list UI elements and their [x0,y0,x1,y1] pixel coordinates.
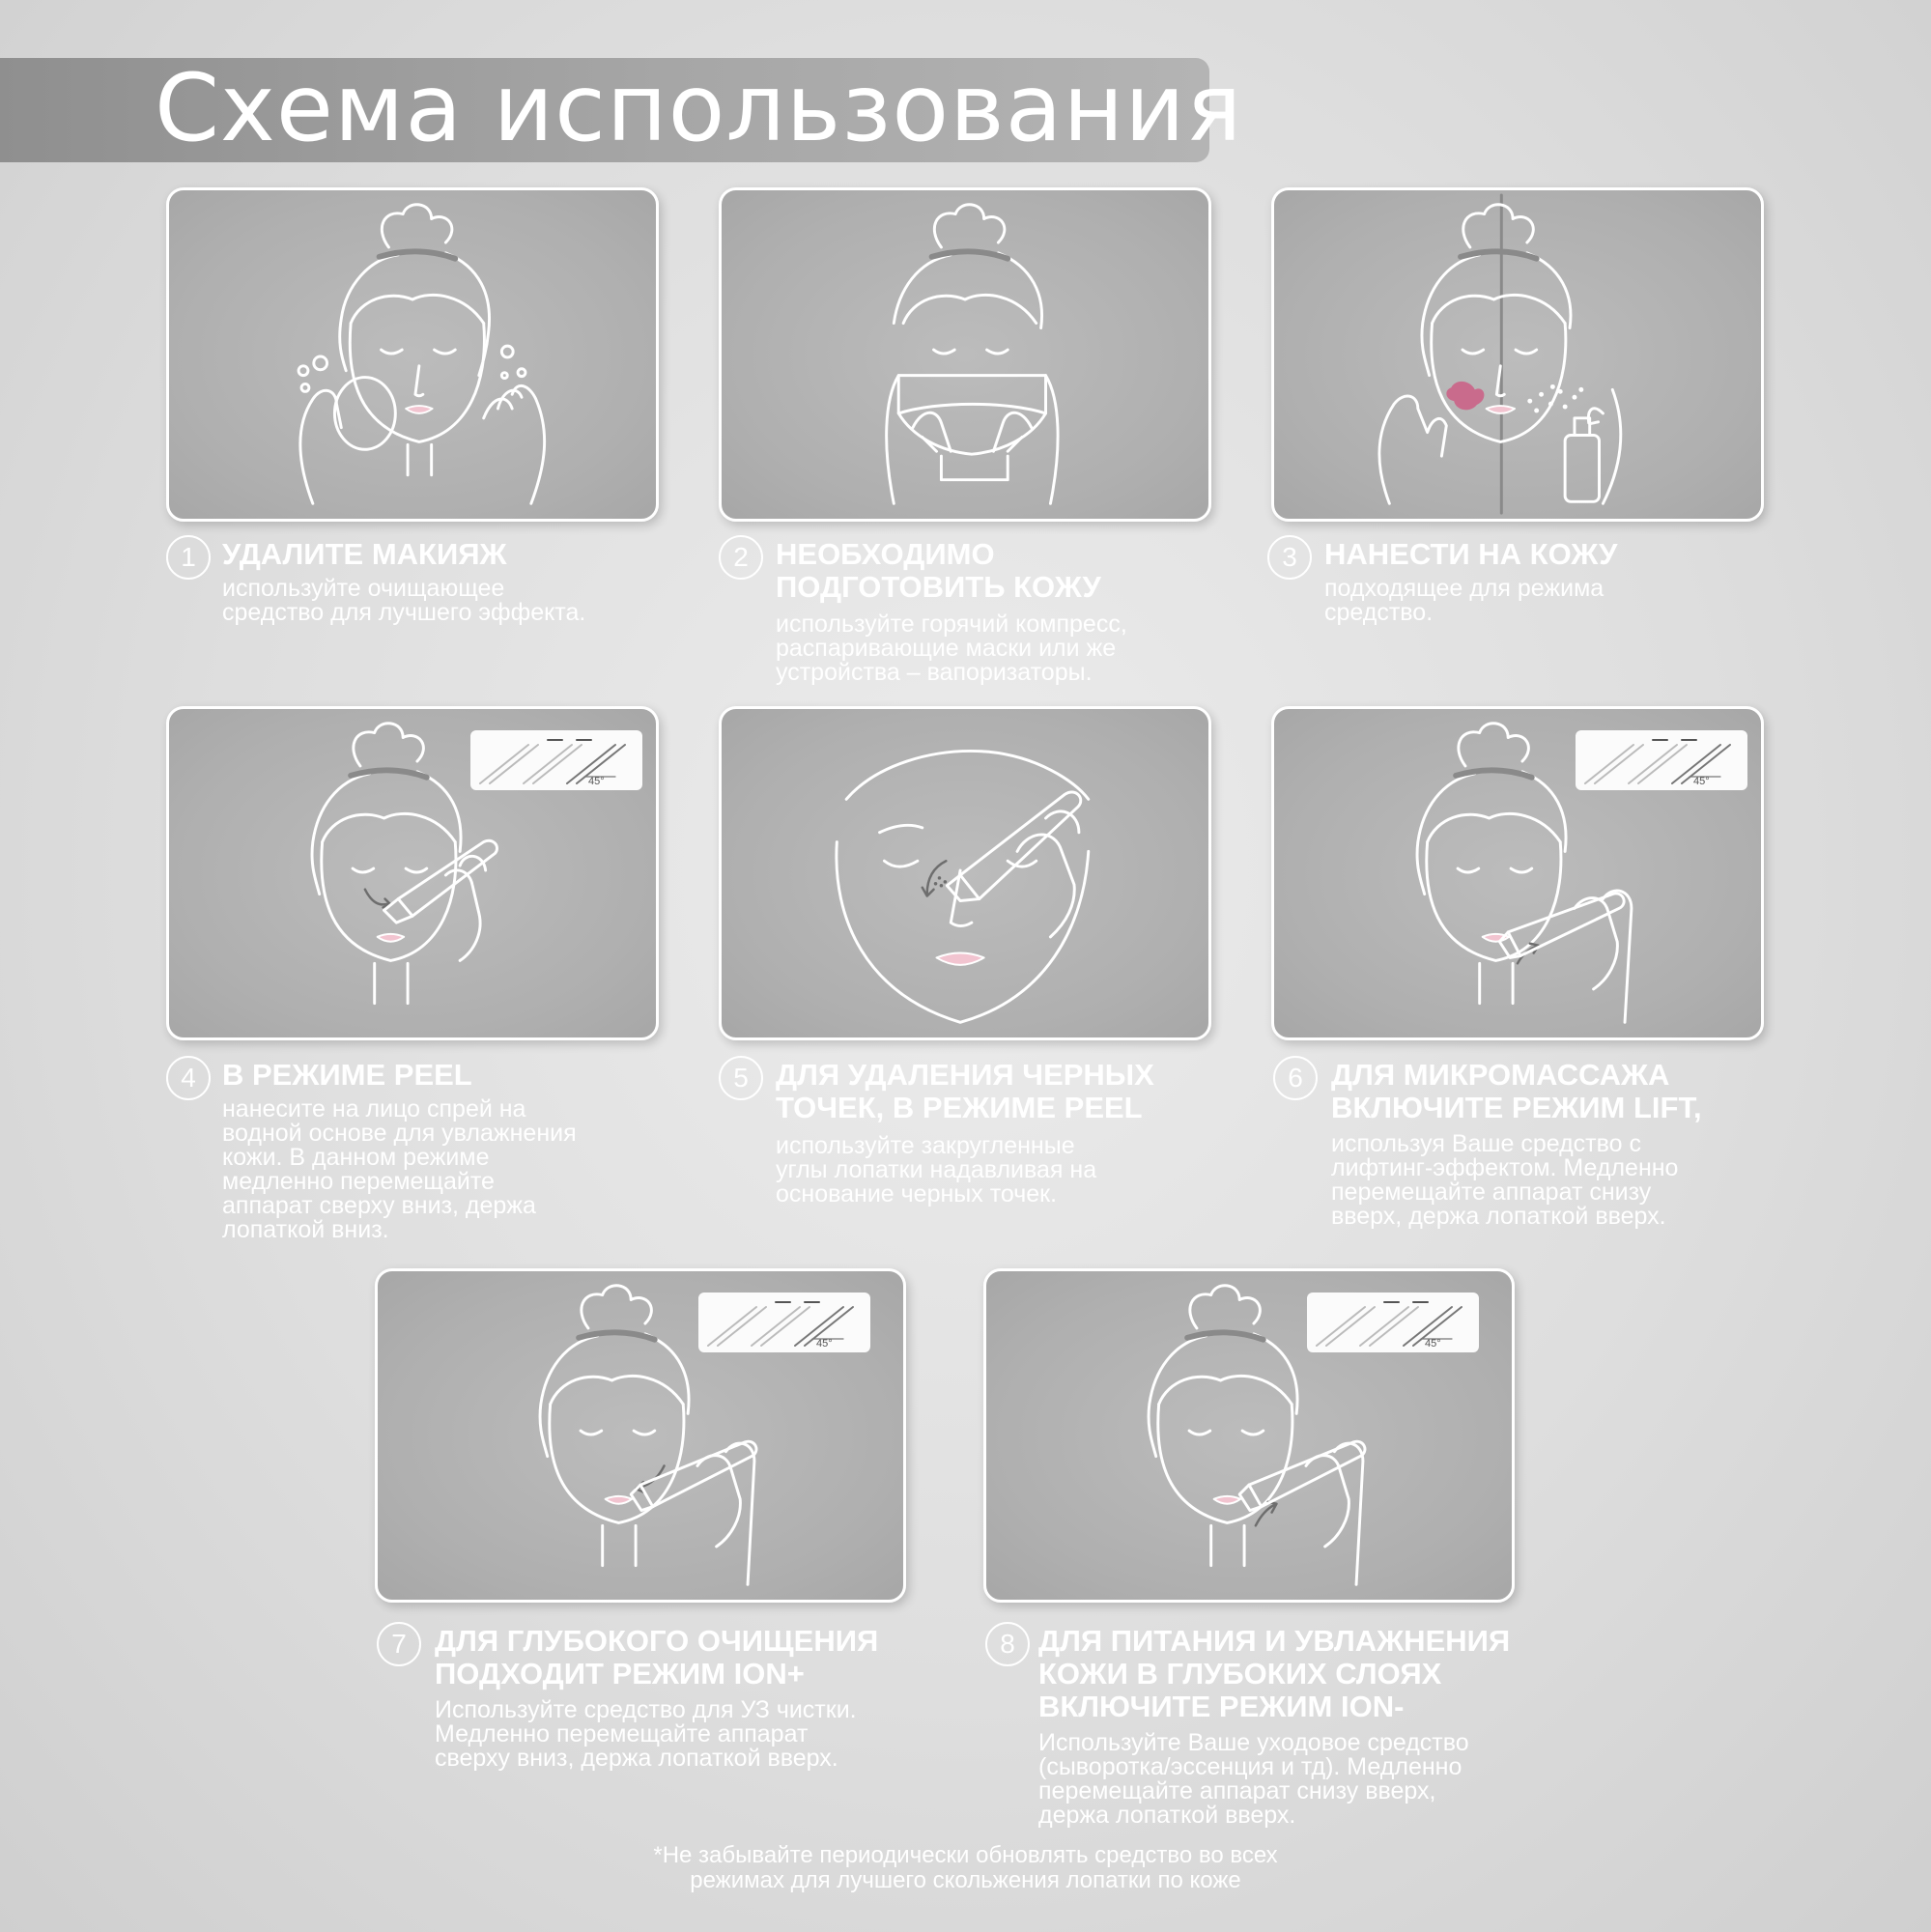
step-4-illustration [166,706,659,1040]
step-8-description: Используйте Ваше уходовое средство (сыворотка/эссенция и тд). Медленно перемещайте аппарат снизу вверх, держа лопаткой вверх. [1038,1729,1469,1829]
step-1-illustration [166,187,659,522]
step-5-number: 5 [719,1056,763,1100]
step-6-number: 6 [1273,1056,1318,1100]
step-7-number: 7 [377,1622,421,1666]
step-4-title: В РЕЖИМЕ PEEL [222,1058,472,1092]
step-3-title: НАНЕСТИ НА КОЖУ [1324,537,1618,571]
step-8-illustration [983,1268,1515,1603]
blackhead-removal-illustration [722,709,1208,1037]
step-8-number: 8 [985,1622,1030,1666]
page-title: Схема использования [155,54,1243,162]
step-2-description: используйте горячий компресс, распаривающие маски или же устройства – вапоризаторы. [776,611,1127,686]
svg-text:45°: 45° [588,776,605,787]
step-5-title: ДЛЯ УДАЛЕНИЯ ЧЕРНЫХ ТОЧЕК, В РЕЖИМЕ PEEL [776,1058,1154,1124]
step-6-title: ДЛЯ МИКРОМАССАЖА ВКЛЮЧИТЕ РЕЖИМ LIFT, [1331,1058,1702,1124]
step-2-illustration [719,187,1211,522]
step-2-title: НЕОБХОДИМО ПОДГОТОВИТЬ КОЖУ [776,537,1101,604]
step-4-description: нанесите на лицо спрей на водной основе для увлажнения кожи. В данном режиме медленно перемещайте аппарат сверху вниз, держа лопаткой вниз. [222,1095,577,1243]
step-6-illustration [1271,706,1764,1040]
step-7-description: Используйте средство для УЗ чистки. Медленно перемещайте аппарат сверху вниз, держа лопаткой вверх. [435,1696,857,1772]
step-4-angle-inset [470,730,642,790]
step-7-illustration [375,1268,906,1603]
step-7-angle-inset [698,1293,870,1352]
apply-product-illustration [1274,190,1761,519]
svg-text:45°: 45° [816,1338,833,1350]
svg-text:45°: 45° [1693,776,1710,787]
step-1-number: 1 [166,535,211,580]
step-8-title: ДЛЯ ПИТАНИЯ И УВЛАЖНЕНИЯ КОЖИ В ГЛУБОКИХ СЛОЯХ ВКЛЮЧИТЕ РЕЖИМ ION- [1038,1624,1511,1723]
step-4-number: 4 [166,1056,211,1100]
step-5-illustration [719,706,1211,1040]
step-3-illustration [1271,187,1764,522]
hot-compress-illustration [722,190,1208,519]
step-8-angle-inset [1307,1293,1479,1352]
step-6-description: используя Ваше средство с лифтинг-эффектом. Медленно перемещайте аппарат снизу вверх, держа лопаткой вверх. [1331,1130,1679,1230]
svg-text:45°: 45° [1425,1338,1441,1350]
step-7-title: ДЛЯ ГЛУБОКОГО ОЧИЩЕНИЯ ПОДХОДИТ РЕЖИМ ION+ [435,1624,879,1690]
footnote: *Не забывайте периодически обновлять средство во всех режимах для лучшего скольжения лопатки по коже [653,1842,1278,1893]
step-3-number: 3 [1267,535,1312,580]
face-washing-illustration [169,190,656,519]
step-1-title: УДАЛИТЕ МАКИЯЖ [222,537,507,571]
step-2-number: 2 [719,535,763,580]
step-5-description: используйте закругленные углы лопатки надавливая на основание черных точек. [776,1132,1097,1208]
step-1-description: используйте очищающее средство для лучшего эффекта. [222,575,586,626]
step-3-description: подходящее для режима средство. [1324,575,1604,626]
step-6-angle-inset [1576,730,1747,790]
